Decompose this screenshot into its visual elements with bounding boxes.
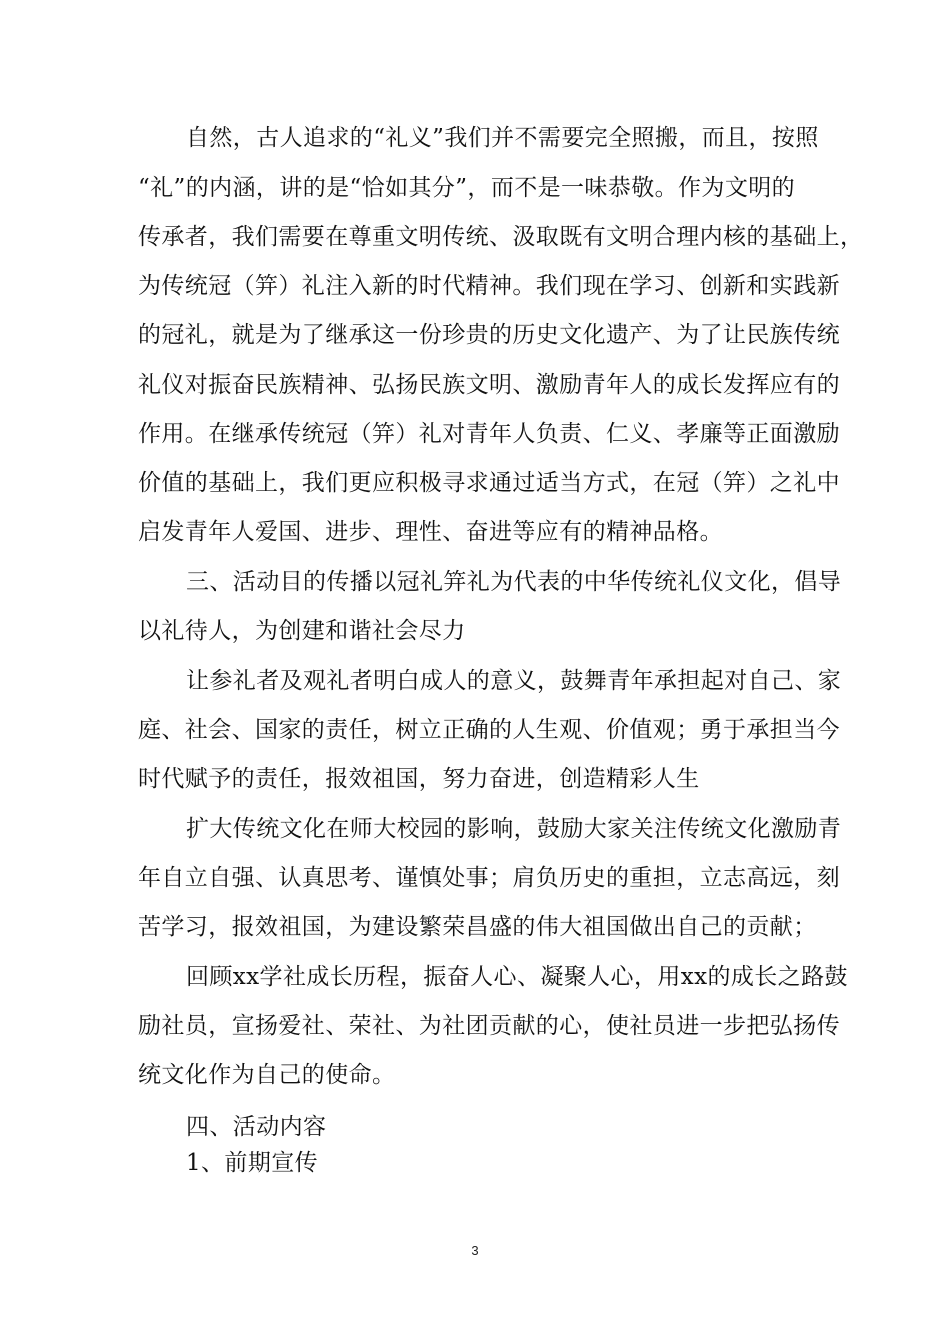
section-four-heading: 四、活动内容 — [186, 1114, 327, 1140]
paragraph-1-line-2: “礼”的内涵，讲的是“恰如其分”，而不是一味恭敬。作为文明的 — [138, 175, 796, 201]
paragraph-1-line-9: 启发青年人爱国、进步、理性、奋进等应有的精神品格。 — [138, 519, 723, 545]
paragraph-5-line-3: 统文化作为自己的使命。 — [138, 1062, 396, 1088]
paragraph-5-line-1: 回顾xx学社成长历程，振奋人心、凝聚人心，用xx的成长之路鼓 — [186, 964, 848, 990]
paragraph-4-line-3: 苦学习，报效祖国，为建设繁荣昌盛的伟大祖国做出自己的贡献； — [138, 914, 817, 940]
paragraph-4-line-2: 年自立自强、认真思考、谨慎处事；肩负历史的重担，立志高远，刻 — [138, 865, 840, 891]
paragraph-3-line-3: 时代赋予的责任，报效祖国，努力奋进，创造精彩人生 — [138, 766, 700, 792]
paragraph-1-line-4: 为传统冠（笄）礼注入新的时代精神。我们现在学习、创新和实践新 — [138, 273, 840, 299]
paragraph-1-line-6: 礼仪对振奋民族精神、弘扬民族文明、激励青年人的成长发挥应有的 — [138, 372, 840, 398]
paragraph-4-line-1: 扩大传统文化在师大校园的影响，鼓励大家关注传统文化激励青 — [186, 816, 842, 842]
subsection-1-heading: 1、前期宣传 — [186, 1150, 319, 1176]
page-number: 3 — [471, 1243, 479, 1258]
section-three-heading-line-2: 以礼待人，为创建和谐社会尽力 — [138, 618, 466, 644]
paragraph-3-line-2: 庭、社会、国家的责任，树立正确的人生观、价值观；勇于承担当今 — [138, 717, 840, 743]
paragraph-3-line-1: 让参礼者及观礼者明白成人的意义，鼓舞青年承担起对自己、家 — [186, 668, 842, 694]
paragraph-1-line-8: 价值的基础上，我们更应积极寻求通过适当方式，在冠（笄）之礼中 — [138, 470, 840, 496]
paragraph-1-line-7: 作用。在继承传统冠（笄）礼对青年人负责、仁义、孝廉等正面激励 — [138, 421, 840, 447]
paragraph-5-line-2: 励社员，宣扬爱社、荣社、为社团贡献的心，使社员进一步把弘扬传 — [138, 1013, 840, 1039]
paragraph-1-line-3: 传承者，我们需要在尊重文明传统、汲取既有文明合理内核的基础上， — [138, 224, 864, 250]
paragraph-1-line-5: 的冠礼，就是为了继承这一份珍贵的历史文化遗产、为了让民族传统 — [138, 322, 840, 348]
section-three-heading-line-1: 三、活动目的传播以冠礼笄礼为代表的中华传统礼仪文化，倡导 — [186, 569, 842, 595]
paragraph-1-line-1: 自然，古人追求的“礼义”我们并不需要完全照搬，而且，按照 — [186, 125, 819, 151]
